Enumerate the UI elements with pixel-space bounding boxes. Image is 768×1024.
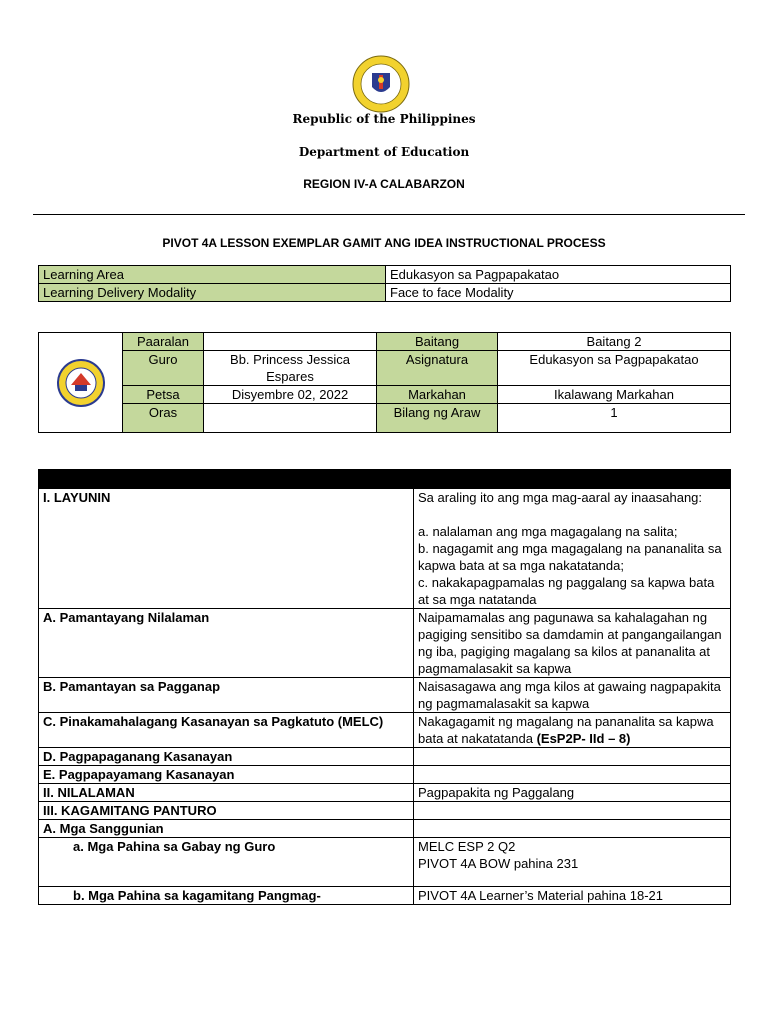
- kagamitang-label: III. KAGAMITANG PANTURO: [39, 802, 414, 820]
- layunin-intro: Sa araling ito ang mga mag-aaral ay inaasahang:: [418, 490, 703, 505]
- guro-label: Guro: [123, 351, 204, 386]
- pangmag-value: PIVOT 4A Learner’s Material pahina 18-21: [414, 887, 731, 905]
- table-header-bar: [39, 470, 731, 489]
- bilang-label: Bilang ng Araw: [377, 404, 498, 433]
- pamantayang-nilalaman-label: A. Pamantayang Nilalaman: [39, 609, 414, 678]
- layunin-value: [414, 489, 731, 609]
- nilalaman-label: II. NILALAMAN: [39, 784, 414, 802]
- asignatura-value: Edukasyon sa Pagpapakatao: [498, 351, 731, 386]
- asignatura-label: Asignatura: [377, 351, 498, 386]
- school-logo-cell: [39, 333, 123, 433]
- markahan-label: Markahan: [377, 386, 498, 404]
- divider-line: [33, 214, 745, 215]
- modality-label: Learning Delivery Modality: [39, 284, 386, 302]
- learning-area-label: Learning Area: [39, 266, 386, 284]
- department-heading: Department of Education: [298, 145, 470, 159]
- melc-text: Nakagagamit ng magalang na pananalita sa kapwa bata at nakatatanda: [418, 714, 714, 746]
- guro-value: Bb. Princess Jessica Espares: [204, 351, 377, 386]
- layunin-b: b. nagagamit ang mga magagalang na pananalita sa kapwa bata at sa mga nakatatanda;: [418, 541, 722, 573]
- baitang-value: Baitang 2: [498, 333, 731, 351]
- gabay-value: [414, 838, 731, 887]
- bilang-value: 1: [498, 404, 731, 433]
- region-heading: REGION IV-A CALABARZON: [303, 177, 465, 191]
- markahan-value: Ikalawang Markahan: [498, 386, 731, 404]
- gabay-label: a. Mga Pahina sa Gabay ng Guro: [39, 838, 414, 887]
- pagpapayamang-label: E. Pagpapayamang Kasanayan: [39, 766, 414, 784]
- document-title: PIVOT 4A LESSON EXEMPLAR GAMIT ANG IDEA INSTRUCTIONAL PROCESS: [162, 236, 606, 250]
- pangmag-label: b. Mga Pahina sa kagamitang Pangmag-: [39, 887, 414, 905]
- lesson-plan-table: [38, 469, 731, 905]
- deped-seal-logo: [352, 55, 410, 113]
- paaralan-label: Paaralan: [123, 333, 204, 351]
- school-seal-logo: [57, 359, 105, 407]
- learning-area-value: Edukasyon sa Pagpapakatao: [386, 266, 731, 284]
- modality-value: Face to face Modality: [386, 284, 731, 302]
- layunin-label: I. LAYUNIN: [39, 489, 414, 609]
- melc-value: [414, 713, 731, 748]
- sanggunian-label: A. Mga Sanggunian: [39, 820, 414, 838]
- sanggunian-value: [414, 820, 731, 838]
- pamantayang-nilalaman-value: Naipamamalas ang pagunawa sa kahalagahan ng pagiging sensitibo sa damdamin at pangangailangan ng iba, pagiging magalang sa kilos at pananalita at pagmamalasakit sa kapwa: [414, 609, 731, 678]
- pagpapaganang-label: D. Pagpapaganang Kasanayan: [39, 748, 414, 766]
- school-info-table: [38, 332, 731, 433]
- pamantayan-pagganap-value: Naisasagawa ang mga kilos at gawaing nagpapakita ng pagmamalasakit sa kapwa: [414, 678, 731, 713]
- baitang-label: Baitang: [377, 333, 498, 351]
- melc-label: C. Pinakamahalagang Kasanayan sa Pagkatuto (MELC): [39, 713, 414, 748]
- petsa-value: Disyembre 02, 2022: [204, 386, 377, 404]
- pagpapayamang-value: [414, 766, 731, 784]
- republic-heading: Republic of the Philippines: [292, 112, 476, 126]
- gabay-value-1: MELC ESP 2 Q2: [418, 839, 516, 854]
- paaralan-value: [204, 333, 377, 351]
- petsa-label: Petsa: [123, 386, 204, 404]
- gabay-value-2: PIVOT 4A BOW pahina 231: [418, 856, 579, 871]
- layunin-a: a. nalalaman ang mga magagalang na salita;: [418, 524, 678, 539]
- kagamitang-value: [414, 802, 731, 820]
- oras-label: Oras: [123, 404, 204, 433]
- pagpapaganang-value: [414, 748, 731, 766]
- nilalaman-value: Pagpapakita ng Paggalang: [414, 784, 731, 802]
- melc-code: (EsP2P- IId – 8): [536, 731, 631, 746]
- learning-info-table: [38, 265, 731, 302]
- oras-value: [204, 404, 377, 433]
- layunin-c: c. nakakapagpamalas ng paggalang sa kapwa bata at sa mga natatanda: [418, 575, 715, 607]
- pamantayan-pagganap-label: B. Pamantayan sa Pagganap: [39, 678, 414, 713]
